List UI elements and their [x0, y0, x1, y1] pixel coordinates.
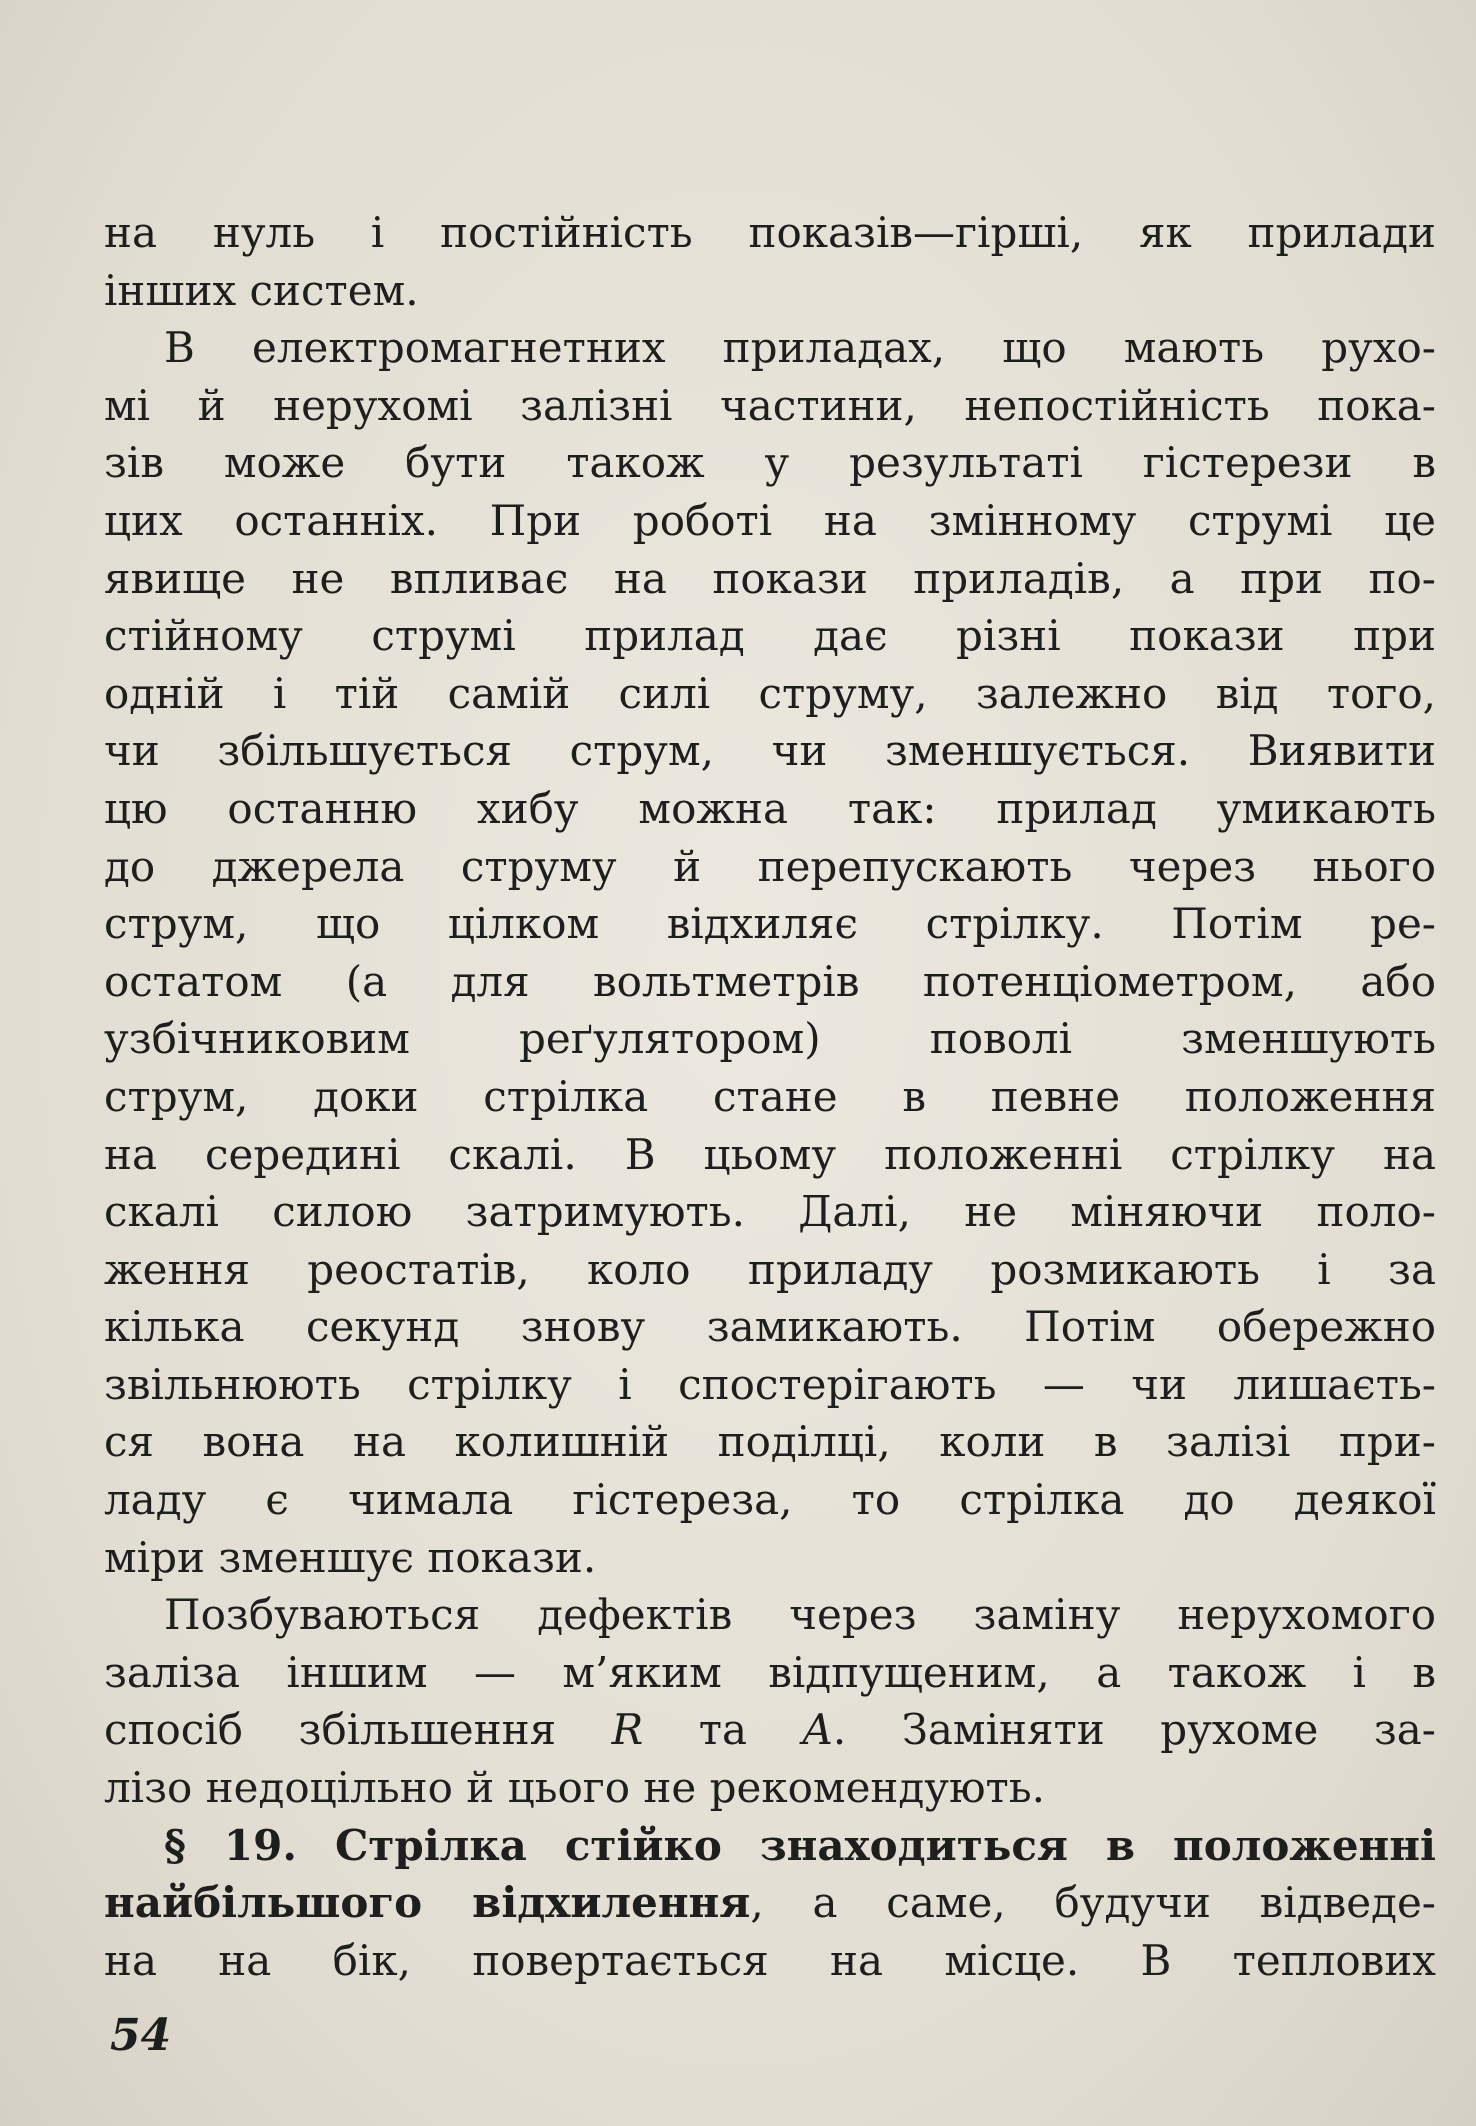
text-line: струм, що цілком відхиляє стрілку. Потім ре- — [104, 899, 1436, 949]
text-line: на середині скалі. В цьому положенні стрілку на — [104, 1129, 1436, 1179]
text-line: ся вона на колишній поділці, коли в залізі при- — [104, 1417, 1436, 1467]
section-heading-continuation: найбільшого відхилення — [104, 1878, 751, 1928]
section-line-2 — [104, 1874, 1436, 1932]
section-line-2-rest: , а саме, будучи відведе- — [750, 1878, 1436, 1928]
text-line: зів може бути також у результаті гістерези в — [104, 438, 1436, 488]
section-heading-line — [104, 1817, 1436, 1875]
section-heading-text: § 19. Стрілка стійко знаходиться в положенні — [164, 1820, 1436, 1870]
text-line: чи збільшується струм, чи зменшується. Виявити — [104, 726, 1436, 776]
body-text — [104, 204, 1436, 1989]
text-line: кілька секунд знову замикають. Потім обережно — [104, 1302, 1436, 1352]
section-line-3: на на бік, повертається на місце. В теплових — [104, 1935, 1436, 1985]
text-line: лізо недоцільно й цього не рекомендують. — [104, 1763, 1046, 1813]
text-line: цих останніх. При роботі на змінному струмі це — [104, 495, 1436, 545]
text-line: остатом (а для вольтметрів потенціометром, або — [104, 956, 1436, 1006]
text-line: В електромагнетних приладах, що мають рухо- — [164, 323, 1436, 373]
text-line: ладу є чимала гістереза, то стрілка до деякої — [104, 1475, 1436, 1525]
text-line: інших систем. — [104, 265, 419, 315]
variable-symbol: A — [802, 1705, 833, 1755]
text-line: до джерела струму й перепускають через нього — [104, 841, 1436, 891]
text-line: узбічниковим реґулятором) поволі зменшують — [104, 1014, 1436, 1064]
text-line: Позбуваються дефектів через заміну нерухомого — [164, 1590, 1436, 1640]
text-line: явище не впливає на покази приладів, а при по- — [104, 553, 1436, 603]
text-line: скалі силою затримують. Далі, не міняючи поло- — [104, 1187, 1436, 1237]
text-line: цю останню хибу можна так: прилад умикають — [104, 783, 1436, 833]
text-line: ження реостатів, коло приладу розмикають і за — [104, 1244, 1436, 1294]
text-line: звільнюють стрілку і спостерігають — чи лишаєть- — [104, 1359, 1436, 1409]
text-line: мі й нерухомі залізні частини, непостійність пока- — [104, 380, 1436, 430]
paragraph-lines — [104, 204, 1436, 1817]
text-line: струм, доки стрілка стане в певне положення — [104, 1071, 1436, 1121]
text-line: на нуль і постійність показів—гірші, як прилади — [104, 208, 1436, 257]
text-line: стійному струмі прилад дає різні покази при — [104, 611, 1436, 661]
text-line: спосіб збільшення R та A. Заміняти рухоме за- — [104, 1705, 1436, 1755]
text-line: одній і тій самій силі струму, залежно від того, — [104, 668, 1436, 718]
text-line: міри зменшує покази. — [104, 1532, 597, 1582]
text-line: заліза іншим — м’яким відпущеним, а також і в — [104, 1647, 1436, 1697]
page-number: 54 — [110, 2010, 172, 2061]
variable-symbol: R — [611, 1705, 644, 1755]
